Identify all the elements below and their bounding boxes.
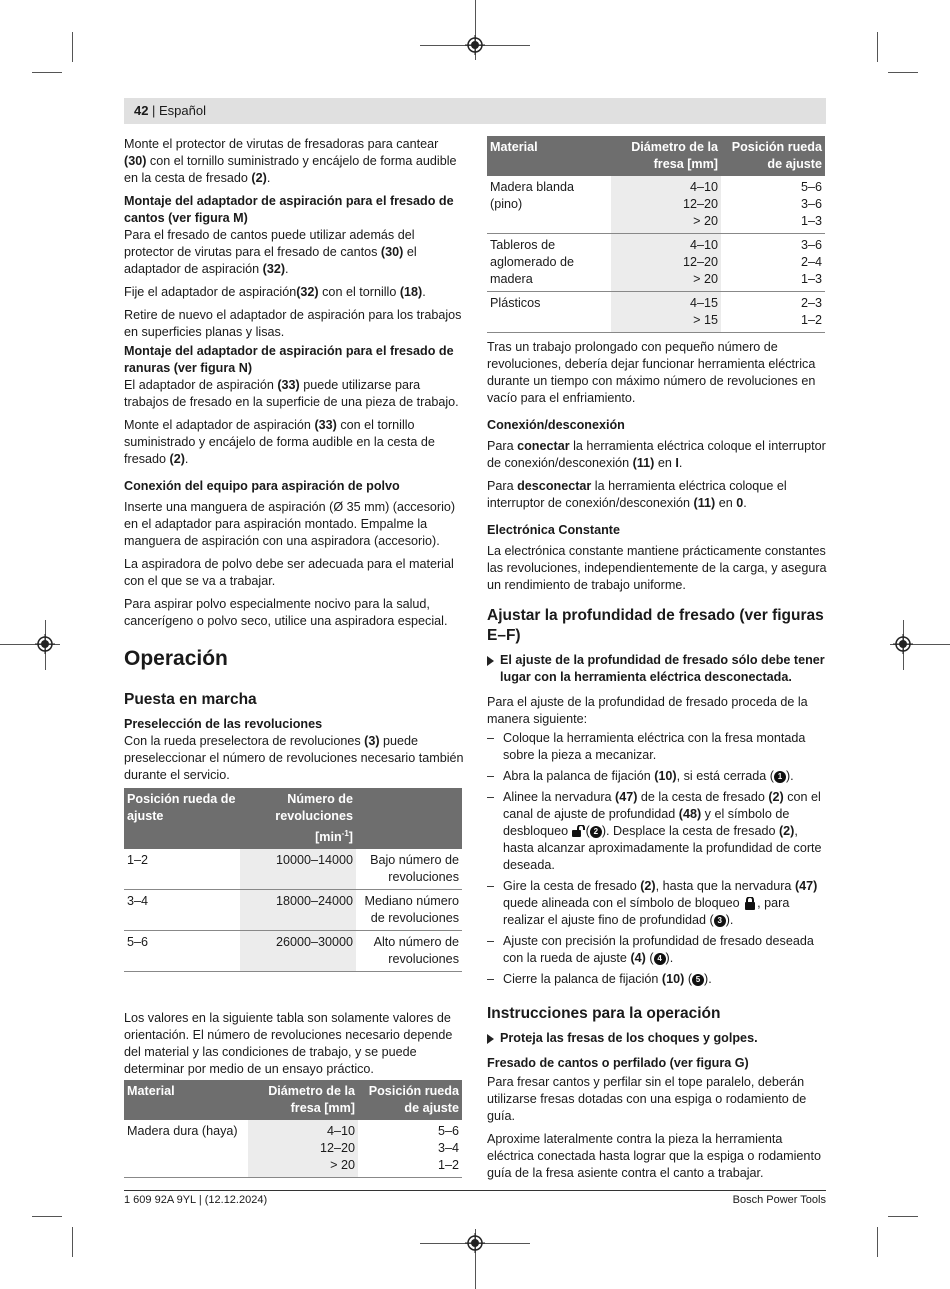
triangle-bullet-icon [487, 1034, 494, 1044]
registration-mark-icon [465, 1233, 485, 1253]
material-table-hardwood [124, 1080, 462, 1178]
document-id: 1 609 92A 9YL | (12.12.2024) [124, 1194, 268, 1206]
crop-mark [72, 1227, 73, 1257]
page-footer [124, 1190, 826, 1206]
list-item: – Ajuste con precisión la profundidad de fresado deseada con la rueda de ajuste (4) ( 4 ). [487, 933, 827, 967]
lock-symbol-icon [743, 897, 757, 910]
step-number-icon: 5 [692, 974, 704, 986]
paragraph: Inserte una manguera de aspiración (Ø 35 mm) (accesorio) en el adaptador para aspiración montado. Empalme la manguera de aspiración con una aspiradora (accesorio). [124, 500, 456, 548]
section-name: Español [159, 103, 206, 118]
heading-edge-milling: Fresado de cantos o perfilado (ver figura G) [487, 1056, 749, 1070]
paragraph: Para el ajuste de la profundidad de fresado proceda de la manera siguiente: [487, 695, 808, 726]
brand-name: Bosch Power Tools [732, 1194, 826, 1206]
heading-operacion: Operación [124, 647, 228, 670]
paragraph: La aspiradora de polvo debe ser adecuada para el material con el que se va a trabajar. [124, 557, 454, 588]
table-header: Posición rueda de ajuste [358, 1080, 462, 1120]
step-number-icon: 2 [590, 826, 602, 838]
table-row: 5–6 26000–30000 Alto número de revoluciones [124, 931, 462, 972]
material-table [487, 136, 825, 333]
paragraph: Monte el protector de virutas de fresadoras para cantear (30) con el tornillo suministrado y encájelo de forma audible en la cesta de fresado (2). [124, 137, 457, 185]
registration-mark-icon [35, 634, 55, 654]
header-divider: | [152, 103, 156, 118]
table-header: Posición rueda de ajuste [124, 788, 240, 849]
paragraph: La electrónica constante mantiene prácticamente constantes las revoluciones, independientemente de la carga, y asegura un rendimiento de trabajo uniforme. [487, 544, 827, 592]
paragraph: El adaptador de aspiración (33) puede utilizarse para trabajos de fresado en la superficie de una pieza de trabajo. [124, 378, 459, 409]
step-number-icon: 1 [774, 771, 786, 783]
paragraph: Con la rueda preselectora de revoluciones (3) puede preseleccionar el número de revoluciones necesario también durante el servicio. [124, 734, 464, 782]
paragraph: Aproxime lateralmente contra la pieza la herramienta eléctrica conectada hasta lograr que la espiga o rodamiento guía de la fresa asiente contra el canto a trabajar. [487, 1132, 821, 1180]
table-header: Diámetro de la fresa [mm] [248, 1080, 358, 1120]
right-column [487, 136, 827, 1188]
table-row: Madera blanda (pino) 4–10 12–20 > 20 5–6 3–6 1–3 [487, 176, 825, 234]
paragraph: Los valores en la siguiente tabla son solamente valores de orientación. El número de revoluciones necesario depende del material y las condiciones de trabajo, y se puede determinar por medio de un ensayo práctico. [124, 1011, 453, 1077]
step-number-icon: 4 [654, 953, 666, 965]
crop-mark [72, 32, 73, 62]
table-row: Tableros de aglomerado de madera 4–10 12–20 > 20 3–6 2–4 1–3 [487, 234, 825, 292]
crop-mark [888, 1216, 918, 1217]
paragraph: Fije el adaptador de aspiración(32) con el tornillo (18). [124, 285, 426, 299]
crop-mark [32, 1216, 62, 1217]
heading-instructions: Instrucciones para la operación [487, 1005, 721, 1022]
heading-dust-extraction: Conexión del equipo para aspiración de polvo [124, 479, 400, 493]
paragraph: Para desconectar la herramienta eléctrica coloque el interruptor de conexión/desconexión (11) en 0. [487, 479, 787, 510]
heading-adapter-m: Montaje del adaptador de aspiración para el fresado de cantos (ver figura M) [124, 194, 454, 225]
page-number: 42 [134, 103, 149, 118]
list-item: – Alinee la nervadura (47) de la cesta de fresado (2) con el canal de ajuste de profundidad (48) y el símbolo de desbloqueo ( 2 ). Desplace la cesta de fresado (2), hasta alcanzar aproximadamente la profundidad de corte deseada. [487, 789, 827, 874]
paragraph: Tras un trabajo prolongado con pequeño número de revoluciones, debería dejar funcionar herramienta eléctrica durante un tiempo con máximo número de revoluciones en vacío para el enfriamiento. [487, 340, 816, 405]
table-row: Plásticos 4–15 > 15 2–3 1–2 [487, 292, 825, 333]
table-header: Número de revoluciones $[\min^{-1}]$ [240, 788, 356, 849]
registration-mark-icon [893, 634, 913, 654]
heading-electronics: Electrónica Constante [487, 523, 620, 537]
heading-adapter-n: Montaje del adaptador de aspiración para el fresado de ranuras (ver figura N) [124, 344, 454, 375]
speed-table [124, 788, 462, 972]
table-header: Diámetro de la fresa [mm] [611, 136, 721, 176]
crop-mark [877, 1227, 878, 1257]
heading-puesta: Puesta en marcha [124, 691, 257, 708]
list-item: – Cierre la palanca de fijación (10) ( 5 ). [487, 971, 827, 988]
list-item: – Gire la cesta de fresado (2), hasta que la nervadura (47) quede alineada con el símbolo de bloqueo , para realizar el ajuste fino de profundidad ( 3 ). [487, 878, 827, 929]
heading-preselection: Preselección de las revoluciones [124, 717, 323, 731]
heading-onoff: Conexión/desconexión [487, 418, 625, 432]
registration-mark-icon [465, 35, 485, 55]
table-row: Madera dura (haya) 4–10 12–20 > 20 5–6 3–4 1–2 [124, 1120, 462, 1178]
steps-list [487, 730, 827, 988]
page-header [124, 98, 826, 124]
table-header: Posición rueda de ajuste [721, 136, 825, 176]
crop-mark [877, 32, 878, 62]
warning-note: Proteja las fresas de los choques y golpes. [487, 1030, 827, 1047]
table-header: Material [124, 1080, 248, 1120]
paragraph: Para conectar la herramienta eléctrica coloque el interruptor de conexión/desconexión (11) en I. [487, 439, 826, 470]
paragraph: Retire de nuevo el adaptador de aspiración para los trabajos en superficies planas y lisas. [124, 308, 462, 339]
paragraph: Para fresar cantos y perfilar sin el tope paralelo, deberán utilizarse fresas dotadas con una espiga o rodamiento de guía. [487, 1075, 807, 1123]
crop-mark [888, 72, 918, 73]
table-header: Material [487, 136, 611, 176]
list-item: – Abra la palanca de fijación (10), si está cerrada ( 1 ). [487, 768, 827, 785]
left-column [124, 136, 464, 1184]
step-number-icon: 3 [714, 915, 726, 927]
table-row: 1–2 10000–14000 Bajo número de revoluciones [124, 849, 462, 890]
heading-depth: Ajustar la profundidad de fresado (ver figuras E–F) [487, 607, 824, 644]
crop-mark [32, 72, 62, 73]
unlock-symbol-icon [572, 825, 586, 838]
paragraph: Para aspirar polvo especialmente nocivo para la salud, cancerígeno o polvo seco, utilice una aspiradora especial. [124, 597, 448, 628]
warning-note: El ajuste de la profundidad de fresado sólo debe tener lugar con la herramienta eléctrica desconectada. [487, 652, 827, 686]
table-row: 3–4 18000–24000 Mediano número de revoluciones [124, 890, 462, 931]
list-item: – Coloque la herramienta eléctrica con la fresa montada sobre la pieza a mecanizar. [487, 730, 827, 764]
table-header [356, 788, 462, 849]
paragraph: Monte el adaptador de aspiración (33) con el tornillo suministrado y encájelo de forma audible en la cesta de fresado (2). [124, 418, 435, 466]
triangle-bullet-icon [487, 656, 494, 666]
paragraph: Para el fresado de cantos puede utilizar además del protector de virutas para el fresado de cantos (30) el adaptador de aspiración (32). [124, 228, 417, 276]
